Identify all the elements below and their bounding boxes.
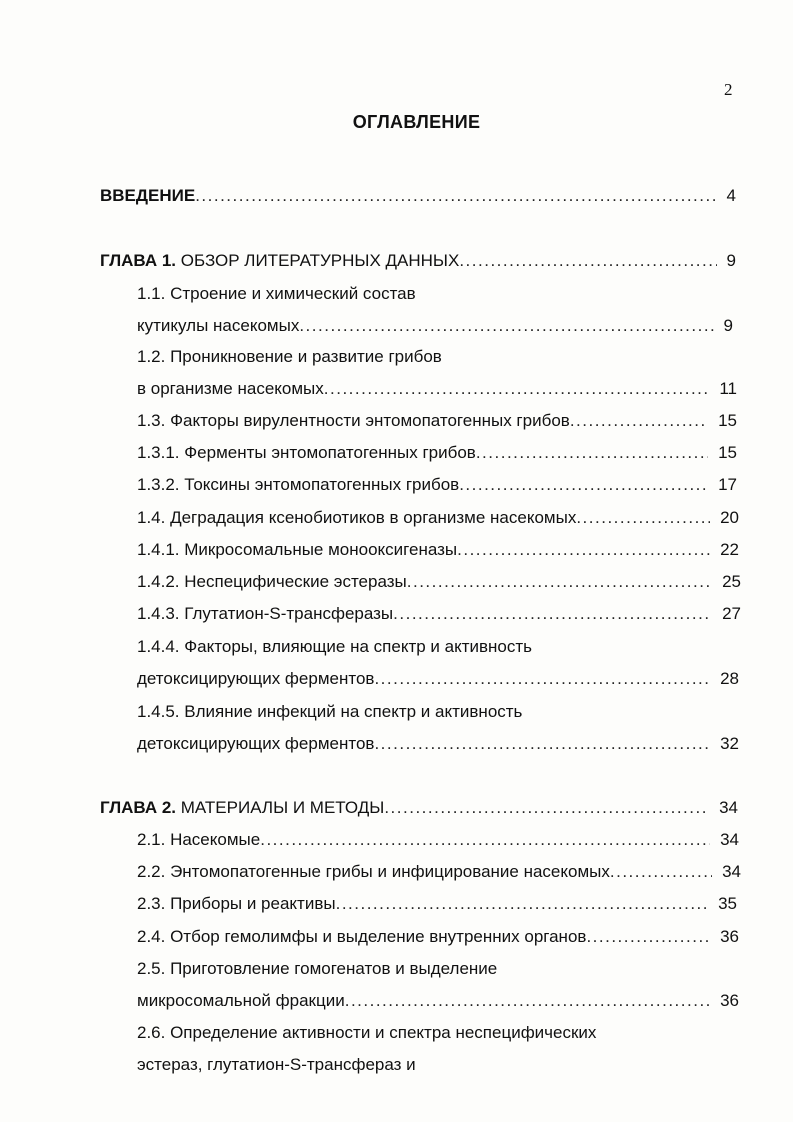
toc-entry-1-3-1[interactable] <box>137 441 737 465</box>
page-number: 2 <box>724 80 733 99</box>
toc-page-number: 27 <box>722 604 741 623</box>
toc-entry-1-3-2[interactable] <box>137 473 737 497</box>
toc-page-number: 9 <box>726 251 736 270</box>
toc-entry-2-6-line2: эстераз, глутатион-S-трансфераз и <box>137 1055 416 1074</box>
chapter-title: ОБЗОР ЛИТЕРАТУРНЫХ ДАННЫХ <box>176 251 460 270</box>
leader-dots <box>457 538 710 562</box>
toc-entry-1-4-2[interactable] <box>137 570 741 594</box>
toc-entry-label: 1.4.3. Глутатион-S-трансферазы <box>137 604 394 623</box>
toc-page-number: 25 <box>722 572 741 591</box>
toc-entry-label: кутикулы насекомых <box>137 316 300 335</box>
toc-entry-1-2[interactable] <box>137 377 737 401</box>
leader-dots <box>459 249 716 273</box>
leader-dots <box>393 602 712 626</box>
toc-entry-label: детоксицирующих ферментов <box>137 734 375 753</box>
toc-page-number: 32 <box>720 734 739 753</box>
toc-page-number: 36 <box>720 991 739 1010</box>
toc-entry-label: 1.3. Факторы вирулентности энтомопатогенных грибов <box>137 411 570 430</box>
leader-dots <box>576 506 710 530</box>
toc-entry-label <box>100 796 384 820</box>
toc-entry-1-3[interactable] <box>137 409 737 433</box>
leader-dots <box>476 441 708 465</box>
leader-dots <box>195 184 716 208</box>
toc-entry-intro[interactable] <box>100 184 736 208</box>
toc-entry-2-5[interactable] <box>137 989 739 1013</box>
toc-entry-2-6-line1: 2.6. Определение активности и спектра неспецифических <box>137 1023 597 1042</box>
toc-entry-1-4[interactable] <box>137 506 739 530</box>
toc-page-number: 34 <box>720 830 739 849</box>
page-title: ОГЛАВЛЕНИЕ <box>352 112 481 132</box>
leader-dots <box>374 732 710 756</box>
toc-entry-label: ВВЕДЕНИЕ <box>100 186 196 205</box>
leader-dots <box>570 409 708 433</box>
toc-page-number: 15 <box>718 443 737 462</box>
toc-entry-chapter2[interactable] <box>100 796 738 820</box>
toc-page-number: 4 <box>726 186 736 205</box>
leader-dots <box>374 667 710 691</box>
toc-entry-label: микросомальной фракции <box>137 991 345 1010</box>
toc-page-number: 34 <box>722 862 741 881</box>
toc-entry-1-4-1[interactable] <box>137 538 739 562</box>
leader-dots <box>260 828 710 852</box>
leader-dots <box>459 473 708 497</box>
toc-page-number: 28 <box>720 669 739 688</box>
chapter-number: ГЛАВА 2. <box>100 798 177 817</box>
toc-entry-label: детоксицирующих ферментов <box>137 669 375 688</box>
toc-entry-1-1-line1: 1.1. Строение и химический состав <box>137 284 416 303</box>
leader-dots <box>299 314 713 338</box>
toc-entry-1-4-4[interactable] <box>137 667 739 691</box>
toc-entry-label <box>100 249 459 273</box>
toc-entry-1-1[interactable] <box>137 314 733 338</box>
toc-entry-label: 2.3. Приборы и реактивы <box>137 894 336 913</box>
chapter-number: ГЛАВА 1. <box>100 251 177 270</box>
toc-entry-1-4-5-line1: 1.4.5. Влияние инфекций на спектр и активность <box>137 702 523 721</box>
toc-entry-label: 1.3.2. Токсины энтомопатогенных грибов <box>137 475 460 494</box>
toc-page-number: 11 <box>719 379 737 398</box>
toc-entry-label: 2.1. Насекомые <box>137 830 261 849</box>
toc-page-number: 35 <box>718 894 737 913</box>
toc-entry-label: 1.4.2. Неспецифические эстеразы <box>137 572 407 591</box>
leader-dots <box>345 989 710 1013</box>
toc-entry-label: 1.4. Деградация ксенобиотиков в организме насекомых <box>137 508 577 527</box>
toc-entry-2-1[interactable] <box>137 828 739 852</box>
toc-entry-chapter1[interactable] <box>100 249 736 273</box>
leader-dots <box>610 860 712 884</box>
toc-entry-2-4[interactable] <box>137 925 739 949</box>
toc-page-number: 15 <box>718 411 737 430</box>
leader-dots <box>407 570 712 594</box>
toc-entry-2-3[interactable] <box>137 892 737 916</box>
leader-dots <box>586 925 710 949</box>
toc-entry-1-2-line1: 1.2. Проникновение и развитие грибов <box>137 347 442 366</box>
toc-entry-2-2[interactable] <box>137 860 741 884</box>
chapter-title: МАТЕРИАЛЫ И МЕТОДЫ <box>176 798 385 817</box>
toc-entry-2-5-line1: 2.5. Приготовление гомогенатов и выделение <box>137 959 498 978</box>
toc-entry-label: в организме насекомых <box>137 379 324 398</box>
toc-page-number: 20 <box>720 508 739 527</box>
leader-dots <box>336 892 708 916</box>
leader-dots <box>324 377 710 401</box>
toc-entry-label: 1.3.1. Ферменты энтомопатогенных грибов <box>137 443 476 462</box>
toc-entry-1-4-5[interactable] <box>137 732 739 756</box>
toc-entry-label: 2.4. Отбор гемолимфы и выделение внутренних органов <box>137 927 587 946</box>
toc-page-number: 9 <box>723 316 733 335</box>
toc-entry-label: 2.2. Энтомопатогенные грибы и инфицирование насекомых <box>137 862 610 881</box>
toc-entry-1-4-4-line1: 1.4.4. Факторы, влияющие на спектр и активность <box>137 637 533 656</box>
toc-page-number: 22 <box>720 540 739 559</box>
toc-entry-1-4-3[interactable] <box>137 602 741 626</box>
toc-entry-label: 1.4.1. Микросомальные монооксигеназы <box>137 540 458 559</box>
toc-page-number: 17 <box>718 475 737 494</box>
toc-page-number: 36 <box>720 927 739 946</box>
toc-page-number: 34 <box>719 798 738 817</box>
leader-dots <box>384 796 709 820</box>
